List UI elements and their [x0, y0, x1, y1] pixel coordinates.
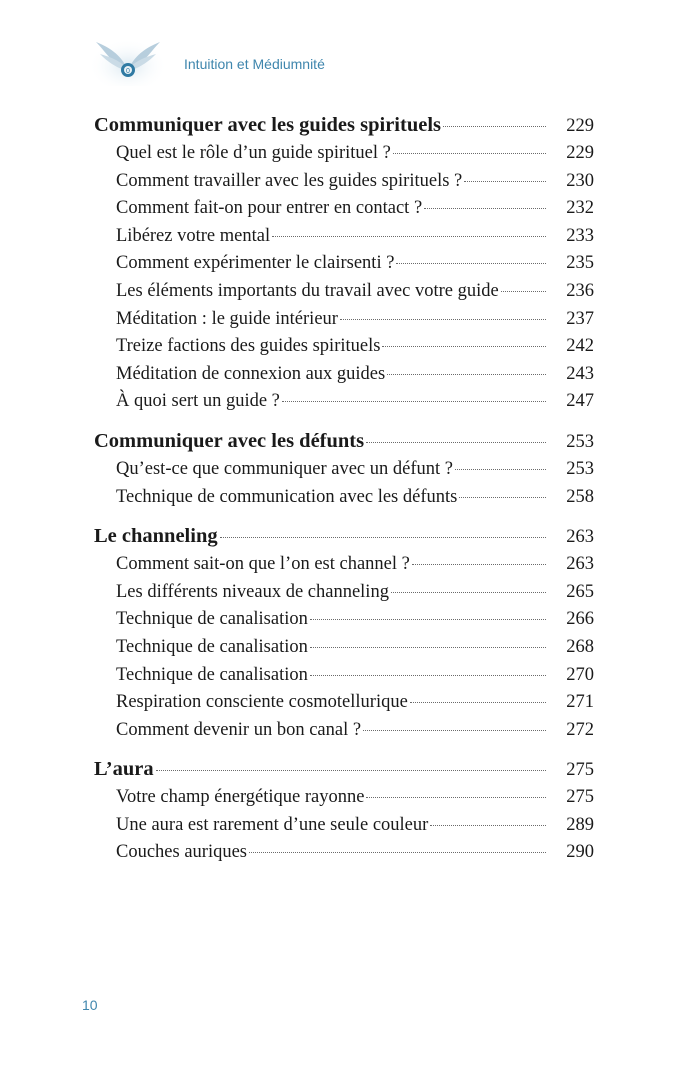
table-of-contents: [94, 110, 594, 877]
toc-entry-page: 275: [566, 787, 594, 808]
toc-entry-title: Les différents niveaux de channeling: [116, 581, 389, 602]
dot-leader: [220, 537, 546, 538]
dot-leader: [391, 592, 546, 593]
toc-entry[interactable]: [94, 839, 594, 867]
toc-entry-title: Libérez votre mental: [116, 225, 271, 246]
toc-entry[interactable]: [94, 333, 594, 361]
dot-leader: [387, 374, 546, 375]
toc-entry-title: Technique de communication avec les défunts: [116, 486, 458, 507]
dot-leader: [310, 647, 546, 648]
toc-entry[interactable]: [94, 306, 594, 334]
toc-section: [94, 110, 594, 416]
toc-entry-title: Comment fait-on pour entrer en contact ?: [116, 198, 423, 219]
toc-entry-title: Technique de canalisation: [116, 636, 308, 657]
toc-entry[interactable]: [94, 456, 594, 484]
toc-entry-title: Comment devenir un bon canal ?: [116, 719, 362, 740]
dot-leader: [396, 263, 546, 264]
toc-entry-title: Qu’est-ce que communiquer avec un défunt ?: [116, 458, 453, 479]
toc-chapter-title: L’aura: [94, 758, 154, 781]
toc-entry-page: 290: [566, 842, 594, 863]
toc-entry-title: Les éléments importants du travail avec votre guide: [116, 280, 499, 301]
dot-leader: [366, 442, 546, 443]
toc-entry-page: 229: [566, 143, 594, 163]
dot-leader: [464, 181, 546, 182]
toc-entry-title: À quoi sert un guide ?: [116, 391, 280, 412]
toc-section: [94, 426, 594, 511]
toc-entry-page: 258: [566, 486, 594, 507]
dot-leader: [424, 208, 546, 209]
toc-entry[interactable]: [94, 195, 594, 223]
toc-entry[interactable]: [94, 250, 594, 278]
toc-chapter[interactable]: [94, 110, 594, 140]
toc-entry[interactable]: [94, 484, 594, 512]
toc-entry[interactable]: [94, 689, 594, 717]
svg-text:0: 0: [126, 68, 130, 75]
toc-entry[interactable]: [94, 812, 594, 840]
toc-entry[interactable]: [94, 717, 594, 745]
toc-entry-page: 270: [566, 664, 594, 685]
toc-entry-page: 242: [566, 336, 594, 357]
toc-entry[interactable]: [94, 579, 594, 607]
toc-entry[interactable]: [94, 634, 594, 662]
dot-leader: [366, 797, 546, 798]
toc-entry-page: 236: [566, 280, 594, 301]
toc-entry[interactable]: [94, 223, 594, 251]
toc-entry-page: 271: [566, 692, 594, 713]
toc-entry-page: 289: [566, 814, 594, 835]
toc-entry-title: Respiration consciente cosmotellurique: [116, 692, 408, 713]
toc-entry-page: 235: [566, 253, 594, 274]
toc-entry-page: 230: [566, 170, 594, 191]
toc-entry-page: 272: [566, 719, 594, 740]
page-number: 10: [82, 997, 98, 1013]
winged-emblem-icon: [92, 36, 164, 86]
toc-entry-title: Quel est le rôle d’un guide spirituel ?: [116, 143, 391, 163]
dot-leader: [156, 770, 546, 771]
toc-entry-page: 253: [566, 458, 594, 479]
toc-entry[interactable]: [94, 551, 594, 579]
dot-leader: [340, 319, 546, 320]
toc-chapter-title: Le channeling: [94, 525, 218, 548]
dot-leader: [393, 153, 546, 154]
dot-leader: [272, 236, 546, 237]
toc-chapter-page: 229: [566, 116, 594, 136]
dot-leader: [310, 675, 546, 676]
toc-entry-title: Méditation : le guide intérieur: [116, 308, 338, 329]
toc-chapter[interactable]: [94, 521, 594, 551]
toc-entry-title: Technique de canalisation: [116, 609, 308, 630]
toc-entry-page: 233: [566, 225, 594, 246]
toc-entry[interactable]: [94, 606, 594, 634]
toc-chapter-title: Communiquer avec les guides spirituels: [94, 114, 441, 136]
header-title: Intuition et Médiumnité: [184, 56, 325, 72]
toc-entry-page: 263: [566, 554, 594, 575]
dot-leader: [430, 825, 546, 826]
toc-entry[interactable]: [94, 278, 594, 306]
dot-leader: [310, 619, 546, 620]
toc-entry-title: Comment sait-on que l’on est channel ?: [116, 554, 410, 575]
toc-entry-title: Treize factions des guides spirituels: [116, 336, 381, 357]
toc-entry[interactable]: [94, 361, 594, 389]
toc-entry[interactable]: [94, 784, 594, 812]
toc-section: [94, 521, 594, 744]
toc-entry[interactable]: [94, 140, 594, 168]
toc-chapter[interactable]: [94, 426, 594, 456]
toc-entry-page: 265: [566, 581, 594, 602]
toc-entry-page: 232: [566, 198, 594, 219]
toc-entry-page: 237: [566, 308, 594, 329]
toc-chapter-page: 253: [566, 431, 594, 452]
toc-entry-page: 268: [566, 636, 594, 657]
toc-chapter-title: Communiquer avec les défunts: [94, 429, 365, 452]
dot-leader: [382, 346, 546, 347]
toc-entry[interactable]: [94, 168, 594, 196]
dot-leader: [410, 702, 546, 703]
toc-entry[interactable]: [94, 388, 594, 416]
toc-entry[interactable]: [94, 662, 594, 690]
toc-entry-page: 247: [566, 391, 594, 412]
toc-entry-title: Technique de canalisation: [116, 664, 308, 685]
toc-entry-title: Couches auriques: [116, 842, 248, 863]
dot-leader: [459, 497, 546, 498]
toc-entry-title: Méditation de connexion aux guides: [116, 363, 386, 384]
toc-section: [94, 754, 594, 867]
toc-chapter-page: 275: [566, 760, 594, 781]
dot-leader: [443, 126, 546, 127]
dot-leader: [249, 852, 546, 853]
dot-leader: [282, 401, 546, 402]
toc-entry-page: 243: [566, 363, 594, 384]
toc-entry-title: Une aura est rarement d’une seule couleur: [116, 814, 429, 835]
dot-leader: [501, 291, 546, 292]
toc-entry-title: Comment travailler avec les guides spirituels ?: [116, 170, 463, 191]
toc-entry-title: Votre champ énergétique rayonne: [116, 787, 365, 808]
toc-chapter[interactable]: [94, 754, 594, 784]
dot-leader: [455, 469, 546, 470]
toc-chapter-page: 263: [566, 527, 594, 548]
dot-leader: [363, 730, 546, 731]
toc-entry-page: 266: [566, 609, 594, 630]
toc-entry-title: Comment expérimenter le clairsenti ?: [116, 253, 395, 274]
dot-leader: [412, 564, 546, 565]
